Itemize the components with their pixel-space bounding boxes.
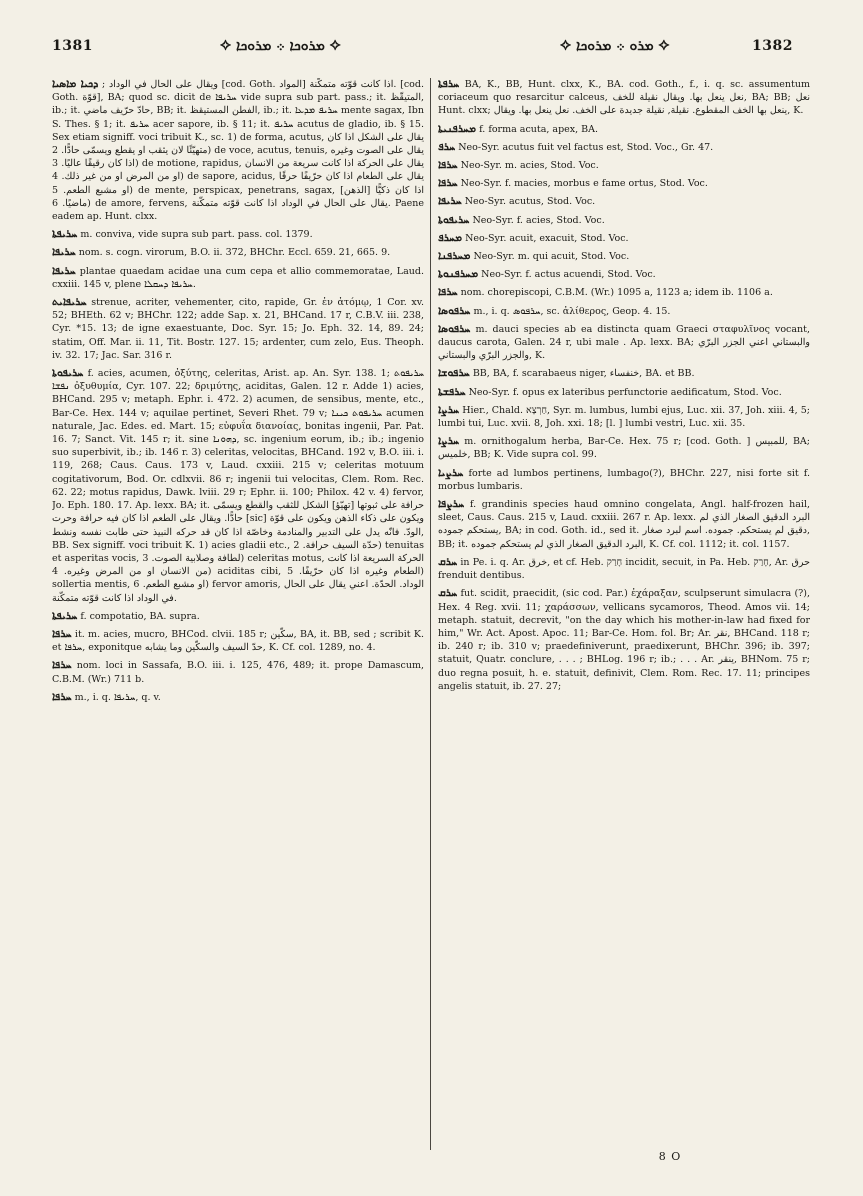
entry-definition: m., i. q. ܚܪܦܘܣ, sc. ἀλίθερος, Geop. 4. 15.	[473, 305, 671, 317]
entry-headword: ܡܚܪܦܢܘܬܐ	[438, 268, 479, 281]
dictionary-entry	[438, 214, 810, 227]
dictionary-entry	[438, 78, 810, 118]
entry-headword: ܚܪܦܐ	[438, 159, 458, 172]
entry-headword: ܚܪܦܐ	[52, 690, 72, 703]
entry-headword: ܡܚܪܦܢܝܬܐ	[438, 122, 477, 135]
dictionary-entry	[52, 691, 424, 704]
dictionary-entry	[438, 467, 810, 493]
entry-headword: ܡܚܪܦ	[438, 231, 463, 244]
entry-definition: fut. scidit, praecidit, (sic cod. Par.) ἐχάραξαν, sculpserunt simulacra (?), Hex. 4 Reg. xvii. 11; χαράσσων, vellicans sycamoros, Theod. Amos vii. 14; metaph. statuit, decrevit, "on the day which his mother-in-law had fixed for him," Wr. Act. Apost. Apoc. 11; Bar-Ce. Hom. fol. Br; Ar. نقر, BHCand. 118 r; ib. 240 r; ib. 310 v; praedefiniverunt, praedixerunt, BHChr. 396; ib. 397; statuit, Quatr. conclure, . . . ; BHLog. 196 r; ib.; . . . Ar. ينقر, BHNom. 75 r; duo regna posuit, h. e. statuit, definivit, Clem. Rom. Rec. 17. 11; principes angelis statuit, ib. 27. 27;	[438, 588, 810, 692]
entry-definition: Neo-Syr. m. acies, Stod. Voc.	[460, 160, 599, 172]
entry-headword: ܚܪܦܬܐ	[438, 78, 460, 90]
entry-headword: ܚܪܝܦܐ	[438, 195, 462, 208]
dictionary-entry	[52, 78, 424, 223]
entry-headword: ܚܪܦ	[438, 140, 456, 153]
entry-definition: BA, K., BB, Hunt. clxx, K., BA. cod. Goth., f., i. q. sc. assumentum coriaceum quo resarcitur calceus, نعل ينعل بها. ويقال نقيلة للخف, BA; BB; نعل Hunt. clxx; ينعل بها الخف المقطوع. نقيلة, نقيلة جديدة على الخف. نعل ينعل بها. ويقال, K.	[438, 79, 810, 117]
dictionary-entry	[438, 556, 810, 582]
entry-definition: plantae quaedam acidae una cum cepa et allio commemoratae, Laud. cxxiii. 145 v, plene ܚܪܝܦܐ ܕܚܩܠܐ.	[52, 265, 424, 290]
entry-headword: ܚܪܦܘܣܐ	[438, 304, 471, 317]
entry-definition: Neo-Syr. f. macies, morbus e fame ortus, Stod. Voc.	[460, 178, 708, 190]
entry-headword: ܚܪܨܦܐ	[438, 498, 465, 511]
left-column	[52, 78, 424, 1168]
entry-definition: strenue, acriter, vehementer, cito, rapide, Gr. ἐν ἀτόμῳ, 1 Cor. xv. 52; BHEth. 62 v; BHChr. 122; adde Sap. x. 21, BHCand. 17 r, C.B.V. iii. 238, Cyr. *15. 13; de igne exaestuante, Doc. Syr. 15; Jo. Eph. 32. 14, 89. 24; statim, Off. Mar. ii. 11, Tit. Bostr. 127. 15; ardenter, cum zelo, Eus. Theoph. iv. 32. 17; Jac. Sar. 316 r.	[52, 297, 424, 361]
column-divider	[430, 78, 431, 1150]
dictionary-entry	[438, 305, 810, 318]
right-running-head: ✧ ܡܪܘ ܀ ܡܪܘܟܐ ✧	[560, 38, 670, 54]
entry-headword: ܚܪܦܐ	[52, 627, 72, 640]
entry-definition: it. m. acies, mucro, BHCod. clvii. 185 r; سكّين, BA, it. BB, sed ; scribit K. et ܚܪܦܐ, exponitque حدّ السيف والسكّين وما يشابه, K. Cf. col. 1289, no. 4.	[52, 628, 424, 654]
entry-headword: ܚܪܨܐ	[438, 403, 460, 416]
dictionary-entry	[438, 177, 810, 190]
left-page-number: 1381	[52, 38, 93, 54]
entry-headword: ܚܪܝܦܘܬܐ	[52, 367, 84, 380]
dictionary-entry	[438, 268, 810, 281]
entry-definition: Neo-Syr. f. opus ex lateribus perfunctorie aedificatum, Stod. Voc.	[468, 386, 782, 398]
left-running-head: ✧ ܡܪܘܟܐ ܀ ܡܪܘܟܐ ✧	[220, 38, 341, 54]
entry-headword: ܚܪܦܐ	[438, 286, 458, 299]
entry-headword: ܚܪܦܐ	[438, 177, 458, 190]
entry-definition: f. acies, acumen, ὀξύτης, celeritas, Arist. ap. An. Syr. 138. 1; ܚܪܝܦܘܬ ܢܦܫܐ ὀξυθυμία, Cyr. 107. 22; δριμύτης, aciditas, Galen. 12 r. Adde 1) acies, BHCand. 295 v; metaph. Ephr. i. 472. 2) acumen, de sensibus, mente, etc., Bar-Ce. Hex. 144 v; aquilae pertinet, Severi Rhet. 79 v; ܚܪܝܦܘܬ ܟܝܢܐ acumen naturale, Jac. Edes. ed. Mart. 15; εὐφυΐα διανοίας, bonitas ingenii, Par. Pat. 16. 7; Sanct. Vit. 145 r; it. sine ܕܗܘܢܐ, sc. ingenium eorum, ib.; ib.; ingenio suo superbivit, ib.; ib. 146 r. 3) celeritas, velocitas, BHCand. 192 v, B.O. iii. i. 119, 268; Caus. Caus. 173 v, Laud. cxxiii. 215 v; celeritas motuum cogitativorum, Bod. Or. cdlxvii. 86 r; ingenii tui velocitas, Clem. Rom. Rec. 62. 22; motus rapidus, Dawk. lviii. 29 r; Ephr. ii. 100; Philox. 42 v. 4) fervor, Jo. Eph. 180. 17. Ap. lexx. BA; it. حرافة على ثبوتها [تهيّؤ] الشكل للثقب والقطع ويسمّى حادًّا. ويقال على الطعم اذا كان فيه حرافة وحرت [sic] ويكون على ذكاء الذهن ويكون على قوّة الودّ. فانّه يدل على التدبير والمنادمة وخاصّة اذا كان قد حركه النبيذ حتى طابت نفسه ونشط, BB. Sex signiff. voci tribuit K. 1) acies gladii etc., حدّة السيف حرافة. 2) tenuitas et asperitas vocis, لطافة وصلابية الصوت. 3) celeritas motus, الحركة السريعة اذا كانت من الانسان او من المرض وغيره. 4) aciditas cibi, الطعام وغيره اذا كان حرّيفًا. 5) sollertia mentis, او مشبع الطعم. 6) fervor amoris, الوداد. الحدّة. اعني يقال على الحال في الوداد اذا كانت قوّته متمكّنة.	[52, 368, 424, 604]
entry-definition: Hier., Chald. חַרְצָא, Syr. m. lumbus, lumbi ejus, Luc. xii. 37, Joh. xiii. 4, 5; lumbi tui, Luc. xvii. 8, Joh. xxi. 18; [l. ] lumbi vestri, Luc. xii. 35.	[438, 404, 810, 430]
dictionary-entry	[438, 323, 810, 363]
entry-definition: in Pe. i. q. Ar. خرق, et cf. Heb. חָרַק incidit, secuit, in Pa. Heb. חָרַק, Ar. حرق frenduit dentibus.	[438, 556, 810, 582]
dictionary-entry	[438, 195, 810, 208]
entry-headword: ܕܟܝܐ ܡܐܣܝܐ	[52, 78, 99, 90]
entry-definition: Neo-Syr. acutus, Stod. Voc.	[464, 196, 596, 208]
dictionary-entry	[438, 587, 810, 693]
entry-definition: f. grandinis species haud omnino congelata, Angl. half-frozen hail, sleet, Caus. Caus. 215 v, Laud. cxxiii. 267 r. Ap. lexx. البرد الدقيق الصغار الذي لم يستحكم جموده, BA; in cod. Goth. id., sed it. دقيق لم يستحكم. جموده. اسم لبرد صغار, BB; it. البرد الدقيق الصغار الذي لم يستحكم جموده, K. Cf. col. 1112; it. col. 1157.	[438, 499, 810, 550]
entry-headword: ܚܪܝܦܐ	[52, 246, 76, 259]
dictionary-entry	[438, 386, 810, 399]
dictionary-entry	[438, 123, 810, 136]
entry-headword: ܚܪܝܦܬܐ	[52, 609, 78, 622]
right-page-number: 1382	[752, 38, 793, 54]
entry-headword: ܚܪܨܝܐ	[438, 466, 464, 479]
entry-definition: m., i. q. ܚܪܝܦܐ, q. v.	[74, 691, 161, 703]
entry-definition: m. dauci species ab ea distincta quam Graeci σταφυλῖνος vocant, daucus carota, Galen. 24 r, ubi male . Ap. lexx. BA; والبستاني اعني الجزر البرّي والجزر البرّي والبستاني, K.	[438, 323, 810, 362]
entry-headword: ܚܪܩ	[438, 587, 458, 600]
signature-mark: 8 O	[658, 1150, 682, 1163]
dictionary-entry	[52, 246, 424, 259]
entry-headword: ܚܪܝܦܘܬܐ	[438, 213, 470, 226]
entry-definition: m. ornithogalum herba, Bar-Ce. Hex. 75 r; [cod. Goth. ] للمبيس, BA; خلميس, BB; K. Vide supra col. 99.	[438, 436, 810, 461]
entry-definition: forte ad lumbos pertinens, lumbago(?), BHChr. 227, nisi forte sit f. morbus lumbaris.	[438, 467, 810, 492]
entry-definition: f. forma acuta, apex, BA.	[479, 123, 599, 135]
entry-definition: nom. loci in Sassafa, B.O. iii. i. 125, 476, 489; it. prope Damascum, C.B.M. (Wr.) 711 b.	[52, 660, 424, 685]
entry-definition: ; ويقال على الحال في الوداد [cod. Goth. المواد] اذا كانت قوّته متمكّنة. [cod. Goth. قوّة], BA; quod sc. dicit de ܚܪܝܦܐ vide supra sub part. pass.; it. المتيقّظ, ib.; it. حادّ حرّيف ماضي, BB; it. الفطن المستيقظ, ib.; it. ܚܪܝܦ ܡܕܥܐ mente sagax, Ibn S. Thes. § 1; it. ܚܪܝܦ acer sapore, ib. § 11; it. ܚܪܝܦ acutus de gladio, ib. § 15. Sex etiam signiff. voci tribuit K., sc. 1) de forma, acutus, يقال على الشكل اذا كان متهيّئًا لان يثقب او يقطع ويسمّى حادًّا. 2) de voce, acutus, tenuis, يقال على الصوت وغيره اذا كان رقيقًا عاليًا. 3) de motione, rapidus, يقال على الحركة اذا كانت سريعة من الانسان او من المرض او من غير ذلك. 4) de sapore, acidus, يقال على الطعام اذا كان حرّيفًا حرقًا او مشبع الطعم. 5) de mente, perspicax, penetrans, sagax, [الذهن] اذا كان ذكيًّا ماضيًا. 6) de amore, fervens, يقال على الحال في الوداد اذا كانت قوّته متمكّنة. Paene eadem ap. Hunt. clxx.	[52, 79, 424, 223]
entry-headword: ܚܪܩ	[438, 555, 458, 568]
dictionary-entry	[438, 404, 810, 430]
dictionary-entry	[52, 296, 424, 362]
entry-definition: nom. chorepiscopi, C.B.M. (Wr.) 1095 a, 1123 a; idem ib. 1106 a.	[460, 287, 773, 299]
entry-definition: Neo-Syr. m. qui acuit, Stod. Voc.	[473, 251, 630, 263]
dictionary-entry	[52, 367, 424, 605]
entry-headword: ܚܪܦܐ	[52, 659, 72, 672]
dictionary-entry	[438, 435, 810, 461]
dictionary-entry	[52, 628, 424, 654]
entry-headword: ܚܪܝܦܐ	[52, 264, 76, 277]
entry-headword: ܚܪܦܫܬܐ	[438, 385, 466, 398]
entry-definition: f. compotatio, BA. supra.	[80, 610, 200, 622]
entry-definition: Neo-Syr. acutus fuit vel factus est, Stod. Voc., Gr. 47.	[458, 141, 714, 153]
dictionary-entry	[438, 286, 810, 299]
dictionary-entry	[438, 250, 810, 263]
entry-headword: ܚܪܨܐ	[438, 435, 460, 448]
entry-headword: ܚܪܝܦܐܝܬ	[52, 296, 87, 309]
dictionary-entry	[438, 232, 810, 245]
entry-definition: m. conviva, vide supra sub part. pass. col. 1379.	[80, 229, 313, 241]
entry-headword: ܚܪܦܘܫܐ	[438, 367, 470, 380]
entry-headword: ܚܪܝܦܬܐ	[52, 228, 78, 241]
dictionary-entry	[52, 610, 424, 623]
entry-definition: BB, BA, f. scarabaeus niger, خنفساء, BA. et BB.	[472, 368, 695, 380]
dictionary-entry	[438, 159, 810, 172]
dictionary-entry	[52, 265, 424, 291]
dictionary-entry	[52, 228, 424, 241]
entry-definition: Neo-Syr. f. acies, Stod. Voc.	[472, 214, 605, 226]
entry-headword: ܡܚܪܦܢܐ	[438, 250, 471, 263]
entry-definition: Neo-Syr. acuit, exacuit, Stod. Voc.	[465, 232, 629, 244]
entry-definition: Neo-Syr. f. actus acuendi, Stod. Voc.	[481, 269, 656, 281]
dictionary-entry	[438, 367, 810, 380]
right-column	[438, 78, 810, 1168]
dictionary-entry	[438, 498, 810, 551]
dictionary-entry	[438, 141, 810, 154]
entry-headword: ܚܪܦܘܣܐ	[438, 322, 471, 335]
dictionary-entry	[52, 659, 424, 685]
entry-definition: nom. s. cogn. virorum, B.O. ii. 372, BHChr. Eccl. 659. 21, 665. 9.	[78, 247, 391, 259]
